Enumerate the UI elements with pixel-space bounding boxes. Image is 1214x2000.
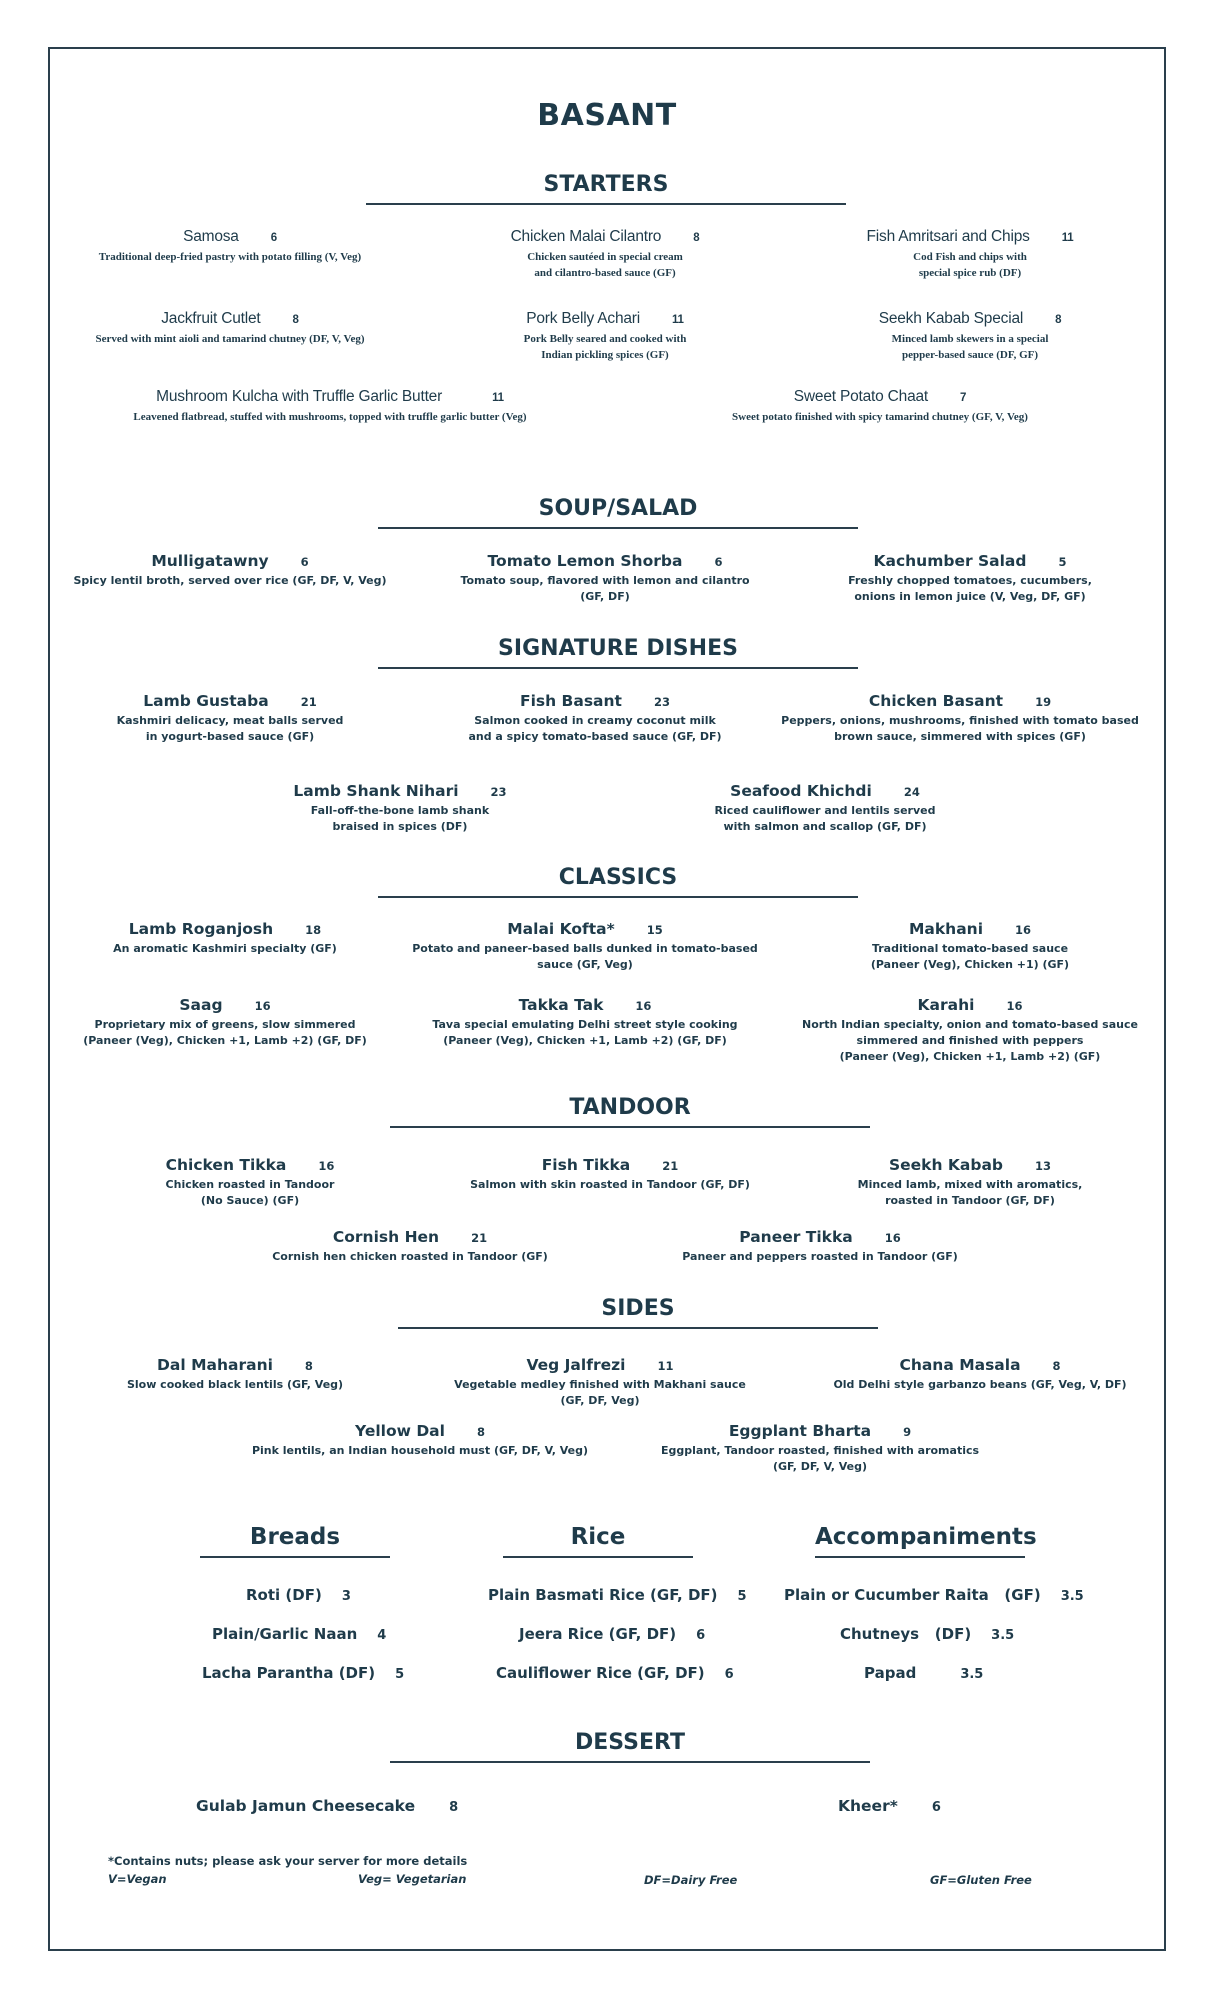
nuts-note: *Contains nuts; please ask your server for more details [108, 1854, 468, 1868]
menu-item [440, 552, 770, 605]
item-name-line [760, 692, 1160, 710]
section-title: SIDES [601, 1296, 675, 1321]
menu-item [760, 692, 1160, 745]
item-price: 15 [646, 923, 663, 937]
item-name: Sweet Potato Chaat [793, 388, 929, 405]
section-title: TANDOOR [569, 1095, 691, 1120]
item-price: 24 [903, 785, 920, 799]
item-name: Mushroom Kulcha with Truffle Garlic Butter [156, 388, 443, 405]
item-name-line [445, 228, 765, 246]
rice-name: Cauliflower Rice (GF, DF) [496, 1664, 705, 1682]
item-name-line [800, 228, 1140, 246]
section-signature-dishes [378, 636, 858, 669]
item-name-line [800, 310, 1140, 328]
item-name-line [640, 1228, 1000, 1246]
menu-item [820, 1156, 1120, 1209]
dessert-item [838, 1797, 941, 1815]
menu-item [60, 228, 400, 265]
item-name-line [440, 552, 770, 570]
item-name: Eggplant Bharta [728, 1422, 872, 1440]
menu-item [800, 552, 1140, 605]
item-description: Old Delhi style garbanzo beans (GF, Veg, V, DF) [833, 1378, 1127, 1391]
accompaniment-item [840, 1625, 1014, 1643]
section-divider [378, 527, 858, 529]
item-price: 16 [318, 1159, 335, 1173]
section-soup-salad [378, 496, 858, 529]
item-name: Cornish Hen [332, 1228, 440, 1246]
menu-item [240, 1228, 580, 1265]
item-description: North Indian specialty, onion and tomato-based sauce simmered and finished with peppers (Paneer (Veg), Chicken +1, Lamb +2) (GF) [802, 1018, 1138, 1063]
item-price: 8 [1055, 314, 1062, 326]
item-price: 23 [490, 785, 507, 799]
item-name: Fish Tikka [541, 1156, 631, 1174]
accompaniment-name: Chutneys (DF) [840, 1625, 972, 1643]
accompaniments-heading [815, 1524, 1037, 1558]
item-name: Makhani [908, 920, 984, 938]
menu-item [420, 1356, 780, 1409]
item-name: Fish Basant [520, 692, 622, 710]
menu-item [800, 310, 1140, 363]
item-name-line [80, 692, 380, 710]
item-name: Chicken Tikka [165, 1156, 287, 1174]
section-divider [366, 203, 846, 205]
item-name: Kachumber Salad [873, 552, 1027, 570]
item-name: Malai Kofta* [507, 920, 615, 938]
item-price: 8 [304, 1359, 313, 1373]
item-name: Takka Tak [518, 996, 604, 1014]
item-description: Slow cooked black lentils (GF, Veg) [126, 1378, 344, 1391]
menu-item [640, 1228, 1000, 1265]
item-description: Salmon with skin roasted in Tandoor (GF, DF) [470, 1178, 750, 1191]
menu-item [660, 782, 990, 835]
menu-item [70, 388, 590, 425]
item-description: Traditional tomato-based sauce (Paneer (Veg), Chicken +1) (GF) [870, 942, 1070, 971]
item-price: 19 [1035, 695, 1052, 709]
item-price: 5 [1058, 555, 1067, 569]
item-description: Proprietary mix of greens, slow simmered (Paneer (Veg), Chicken +1, Lamb +2) (GF, DF) [83, 1018, 367, 1047]
dessert-price: 8 [449, 1800, 459, 1815]
item-name-line [660, 782, 990, 800]
accompaniment-price: 3.5 [1060, 1589, 1084, 1604]
menu-item [230, 1422, 610, 1459]
item-price: 6 [714, 555, 723, 569]
menu-item [70, 1356, 400, 1393]
menu-item [800, 920, 1140, 973]
item-name-line [60, 920, 390, 938]
item-name: Mulligatawny [151, 552, 269, 570]
item-name-line [100, 1156, 400, 1174]
section-title: SIGNATURE DISHES [498, 636, 738, 661]
item-name: Paneer Tikka [739, 1228, 853, 1246]
item-price: 21 [662, 1159, 679, 1173]
rice-item [488, 1586, 747, 1604]
item-name-line [820, 1156, 1120, 1174]
item-name: Chicken Basant [868, 692, 1004, 710]
bread-item [212, 1625, 386, 1643]
item-name-line [400, 920, 770, 938]
item-name: Lamb Roganjosh [128, 920, 274, 938]
item-name-line [800, 920, 1140, 938]
rice-item [519, 1625, 705, 1643]
item-description: Pork Belly seared and cooked with Indian pickling spices (GF) [523, 333, 687, 361]
item-price: 16 [1015, 923, 1032, 937]
item-description: Potato and paneer-based balls dunked in tomato-based sauce (GF, Veg) [412, 942, 758, 971]
menu-item [440, 1156, 780, 1193]
section-sides [398, 1296, 878, 1329]
bread-name: Roti (DF) [246, 1586, 322, 1604]
menu-item [770, 996, 1170, 1065]
item-description: Served with mint aioli and tamarind chutney (DF, V, Veg) [95, 333, 365, 345]
item-name: Tomato Lemon Shorba [487, 552, 683, 570]
section-divider [378, 667, 858, 669]
accompaniment-name: Plain or Cucumber Raita (GF) [784, 1586, 1041, 1604]
menu-item [640, 1422, 1000, 1475]
item-description: Cod Fish and chips with special spice rub (DF) [913, 251, 1027, 279]
item-price: 11 [492, 392, 504, 404]
item-description: Minced lamb skewers in a special pepper-based sauce (DF, GF) [891, 333, 1049, 361]
item-description: Tomato soup, flavored with lemon and cilantro (GF, DF) [460, 574, 750, 603]
item-description: Riced cauliflower and lentils served with salmon and scallop (GF, DF) [714, 804, 936, 833]
item-price: 21 [471, 1231, 488, 1245]
item-description: An aromatic Kashmiri specialty (GF) [113, 942, 337, 955]
dessert-name: Gulab Jamun Cheesecake [196, 1797, 416, 1815]
accompaniment-item [864, 1664, 983, 1682]
item-description: Vegetable medley finished with Makhani sauce (GF, DF, Veg) [454, 1378, 746, 1407]
bread-price: 4 [377, 1628, 387, 1643]
item-description: Eggplant, Tandoor roasted, finished with aromatics (GF, DF, V, Veg) [660, 1444, 980, 1473]
section-title: SOUP/SALAD [538, 496, 698, 521]
menu-item [60, 996, 390, 1049]
item-name: Yellow Dal [355, 1422, 445, 1440]
item-name-line [800, 1356, 1160, 1374]
accompaniments-divider [815, 1556, 1025, 1558]
accompaniment-name: Papad [864, 1664, 917, 1682]
item-name-line [60, 310, 400, 328]
legend-vegan: V=Vegan [108, 1872, 167, 1886]
accompaniment-price: 3.5 [991, 1628, 1015, 1643]
item-price: 16 [1006, 999, 1023, 1013]
breads-heading [200, 1524, 390, 1558]
item-description: Kashmiri delicacy, meat balls served in yogurt-based sauce (GF) [116, 714, 344, 743]
item-price: 7 [960, 392, 967, 404]
bread-name: Lacha Parantha (DF) [202, 1664, 376, 1682]
legend-gluten-free: GF=Gluten Free [930, 1873, 1032, 1887]
item-name: Veg Jalfrezi [526, 1356, 626, 1374]
item-price: 11 [672, 314, 684, 326]
section-title: STARTERS [543, 172, 669, 197]
item-name-line [70, 1356, 400, 1374]
bread-item [246, 1586, 351, 1604]
item-description: Pink lentils, an Indian household must (GF, DF, V, Veg) [251, 1444, 589, 1457]
item-description: Peppers, onions, mushrooms, finished with tomato based brown sauce, simmered with spices (GF) [781, 714, 1139, 743]
item-name-line [60, 228, 400, 246]
item-price: 23 [653, 695, 670, 709]
section-title: DESSERT [575, 1730, 685, 1755]
bread-name: Plain/Garlic Naan [212, 1625, 358, 1643]
item-description: Minced lamb, mixed with aromatics, roasted in Tandoor (GF, DF) [857, 1178, 1083, 1207]
item-description: Chicken roasted in Tandoor (No Sauce) (GF) [165, 1178, 335, 1207]
item-name-line [230, 1422, 610, 1440]
rice-item [496, 1664, 734, 1682]
item-price: 11 [657, 1359, 674, 1373]
section-dessert [390, 1730, 870, 1763]
item-description: Salmon cooked in creamy coconut milk and a spicy tomato-based sauce (GF, DF) [468, 714, 722, 743]
item-name: Fish Amritsari and Chips [866, 228, 1030, 245]
item-name: Pork Belly Achari [526, 310, 640, 327]
item-description: Leavened flatbread, stuffed with mushrooms, topped with truffle garlic butter (Veg) [133, 411, 527, 423]
menu-item [80, 692, 380, 745]
accompaniments-title: Accompaniments [815, 1524, 1037, 1550]
item-description: Paneer and peppers roasted in Tandoor (GF) [682, 1250, 958, 1263]
item-description: Traditional deep-fried pastry with potato filling (V, Veg) [98, 251, 362, 263]
item-name-line [60, 552, 400, 570]
item-name-line [420, 692, 770, 710]
item-name: Seekh Kabab [888, 1156, 1004, 1174]
item-name-line [440, 1156, 780, 1174]
item-description: Tava special emulating Delhi street style cooking (Paneer (Veg), Chicken +1, Lamb +2) (GF, DF) [432, 1018, 738, 1047]
bread-price: 3 [341, 1589, 351, 1604]
item-name: Dal Maharani [157, 1356, 273, 1374]
item-description: Sweet potato finished with spicy tamarind chutney (GF, V, Veg) [732, 411, 1028, 423]
section-title: CLASSICS [558, 865, 678, 890]
item-price: 11 [1061, 232, 1074, 244]
section-classics [378, 865, 858, 898]
dessert-name: Kheer* [838, 1797, 898, 1815]
bread-item [202, 1664, 404, 1682]
item-name-line [230, 782, 570, 800]
item-price: 21 [300, 695, 317, 709]
rice-name: Jeera Rice (GF, DF) [519, 1625, 677, 1643]
item-name: Seekh Kabab Special [878, 310, 1024, 327]
item-description: Cornish hen chicken roasted in Tandoor (GF) [272, 1250, 548, 1263]
rice-title: Rice [570, 1524, 626, 1550]
menu-item [420, 692, 770, 745]
item-name-line [445, 310, 765, 328]
item-price: 16 [884, 1231, 901, 1245]
item-price: 8 [693, 232, 700, 244]
rice-divider [503, 1556, 693, 1558]
item-name: Saag [179, 996, 223, 1014]
item-name: Chana Masala [899, 1356, 1021, 1374]
item-name-line [400, 996, 770, 1014]
menu-item [60, 310, 400, 347]
item-name-line [420, 1356, 780, 1374]
menu-item [60, 920, 390, 957]
breads-title: Breads [249, 1524, 341, 1550]
menu-item [800, 228, 1140, 281]
item-name-line [240, 1228, 580, 1246]
menu-item [60, 552, 400, 589]
restaurant-title: BASANT [537, 98, 677, 133]
menu-item [100, 1156, 400, 1209]
item-name: Lamb Shank Nihari [293, 782, 459, 800]
item-name: Karahi [917, 996, 975, 1014]
item-name: Seafood Khichdi [730, 782, 872, 800]
breads-divider [200, 1556, 390, 1558]
section-divider [378, 896, 858, 898]
menu-item [400, 996, 770, 1049]
item-name-line [640, 1422, 1000, 1440]
item-name: Samosa [183, 228, 239, 245]
rice-price: 5 [737, 1589, 747, 1604]
menu-item [445, 228, 765, 281]
item-price: 8 [1052, 1359, 1061, 1373]
rice-price: 6 [696, 1628, 706, 1643]
item-price: 8 [476, 1425, 485, 1439]
item-description: Fall-off-the-bone lamb shank braised in spices (DF) [310, 804, 490, 833]
legend-vegetarian: Veg= Vegetarian [358, 1872, 467, 1886]
menu-item [230, 782, 570, 835]
item-name: Lamb Gustaba [143, 692, 269, 710]
accompaniment-price: 3.5 [960, 1667, 984, 1682]
item-description: Chicken sautéed in special cream and cilantro-based sauce (GF) [527, 251, 683, 279]
legend-dairy-free: DF=Dairy Free [644, 1873, 738, 1887]
dessert-price: 6 [931, 1800, 941, 1815]
item-price: 13 [1035, 1159, 1052, 1173]
item-description: Freshly chopped tomatoes, cucumbers, onions in lemon juice (V, Veg, DF, GF) [848, 574, 1092, 603]
rice-name: Plain Basmati Rice (GF, DF) [488, 1586, 718, 1604]
item-name: Chicken Malai Cilantro [510, 228, 662, 245]
item-name-line [70, 388, 590, 406]
section-divider [398, 1327, 878, 1329]
item-price: 6 [270, 232, 277, 244]
item-price: 18 [305, 923, 322, 937]
rice-heading [503, 1524, 693, 1558]
section-starters [366, 172, 846, 205]
rice-price: 6 [724, 1667, 734, 1682]
item-price: 16 [635, 999, 652, 1013]
item-name-line [800, 552, 1140, 570]
item-price: 8 [292, 314, 299, 326]
bread-price: 5 [395, 1667, 405, 1682]
item-price: 6 [300, 555, 309, 569]
item-description: Spicy lentil broth, served over rice (GF, DF, V, Veg) [73, 574, 387, 587]
item-name-line [770, 996, 1170, 1014]
menu-item [800, 1356, 1160, 1393]
section-divider [390, 1761, 870, 1763]
item-price: 9 [903, 1425, 912, 1439]
menu-item [400, 920, 770, 973]
item-price: 16 [254, 999, 271, 1013]
item-name-line [60, 996, 390, 1014]
accompaniment-item [784, 1586, 1084, 1604]
dessert-item [196, 1797, 458, 1815]
item-name: Jackfruit Cutlet [161, 310, 261, 327]
menu-item [660, 388, 1100, 425]
menu-item [445, 310, 765, 363]
item-name-line [660, 388, 1100, 406]
section-divider [390, 1126, 870, 1128]
section-tandoor [390, 1095, 870, 1128]
